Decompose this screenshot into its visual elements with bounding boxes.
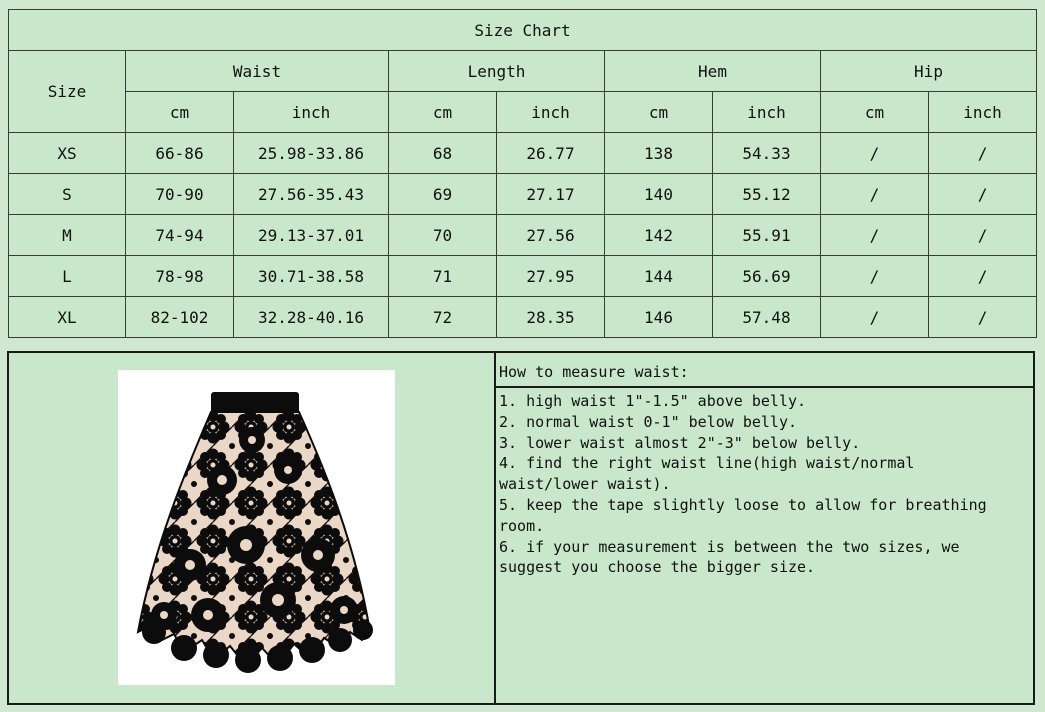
list-item: 2. normal waist 0-1" below belly. — [499, 412, 798, 431]
table-cell: 146 — [605, 297, 713, 338]
table-cell: / — [929, 133, 1037, 174]
table-cell: 32.28-40.16 — [234, 297, 389, 338]
unit-header: cm — [389, 92, 497, 133]
table-cell: 26.77 — [497, 133, 605, 174]
list-item: 1. high waist 1"-1.5" above belly. — [499, 392, 807, 410]
unit-header: inch — [929, 92, 1037, 133]
size-cell: XL — [9, 297, 126, 338]
unit-header: cm — [126, 92, 234, 133]
product-photo-pane — [9, 353, 496, 703]
table-cell: 138 — [605, 133, 713, 174]
table-row — [9, 297, 1037, 338]
table-row — [9, 215, 1037, 256]
table-cell: 28.35 — [497, 297, 605, 338]
table-cell: 54.33 — [713, 133, 821, 174]
waist-header: Waist — [126, 51, 389, 92]
table-cell: 29.13-37.01 — [234, 215, 389, 256]
list-item: 4. find the right waist line(high waist/normal waist/lower waist). — [499, 454, 915, 494]
table-cell: / — [821, 256, 929, 297]
table-row — [9, 174, 1037, 215]
lace-skirt-icon — [118, 370, 395, 685]
table-row — [9, 133, 1037, 174]
table-cell: 27.56 — [497, 215, 605, 256]
measure-panel — [7, 351, 1035, 705]
table-cell: 55.91 — [713, 215, 821, 256]
unit-header: cm — [605, 92, 713, 133]
unit-header: inch — [234, 92, 389, 133]
table-cell: 72 — [389, 297, 497, 338]
size-header: Size — [9, 51, 126, 133]
measure-instructions — [496, 353, 1033, 703]
table-cell: 66-86 — [126, 133, 234, 174]
table-cell: / — [929, 297, 1037, 338]
product-photo — [118, 370, 395, 685]
table-cell: 70 — [389, 215, 497, 256]
size-cell: S — [9, 174, 126, 215]
unit-header: inch — [713, 92, 821, 133]
unit-header: cm — [821, 92, 929, 133]
hip-header: Hip — [821, 51, 1037, 92]
table-cell: 70-90 — [126, 174, 234, 215]
table-title: Size Chart — [9, 10, 1037, 51]
size-chart-table — [8, 9, 1037, 338]
table-cell: 27.17 — [497, 174, 605, 215]
table-cell: 55.12 — [713, 174, 821, 215]
table-row — [9, 256, 1037, 297]
hem-header: Hem — [605, 51, 821, 92]
table-cell: 30.71-38.58 — [234, 256, 389, 297]
table-cell: 56.69 — [713, 256, 821, 297]
table-cell: / — [821, 174, 929, 215]
table-cell: 144 — [605, 256, 713, 297]
table-cell: / — [929, 256, 1037, 297]
list-item: 6. if your measurement is between the two sizes, we suggest you choose the bigger size. — [499, 537, 960, 577]
table-cell: 27.56-35.43 — [234, 174, 389, 215]
table-cell: 140 — [605, 174, 713, 215]
table-cell: 25.98-33.86 — [234, 133, 389, 174]
table-cell: 82-102 — [126, 297, 234, 338]
measure-title: How to measure waist: — [496, 353, 1033, 388]
size-cell: M — [9, 215, 126, 256]
table-cell: / — [821, 133, 929, 174]
list-item: 5. keep the tape slightly loose to allow for breathing room. — [499, 495, 987, 535]
size-cell: L — [9, 256, 126, 297]
table-cell: / — [929, 174, 1037, 215]
table-cell: / — [929, 215, 1037, 256]
table-cell: 68 — [389, 133, 497, 174]
list-item: 3. lower waist almost 2"-3" below belly. — [499, 433, 861, 452]
table-cell: 74-94 — [126, 215, 234, 256]
table-cell: 27.95 — [497, 256, 605, 297]
unit-header: inch — [497, 92, 605, 133]
table-cell: 78-98 — [126, 256, 234, 297]
table-cell: / — [821, 297, 929, 338]
measure-steps — [496, 388, 1033, 578]
table-cell: 71 — [389, 256, 497, 297]
table-cell: 142 — [605, 215, 713, 256]
table-cell: / — [821, 215, 929, 256]
size-cell: XS — [9, 133, 126, 174]
length-header: Length — [389, 51, 605, 92]
table-cell: 69 — [389, 174, 497, 215]
table-cell: 57.48 — [713, 297, 821, 338]
